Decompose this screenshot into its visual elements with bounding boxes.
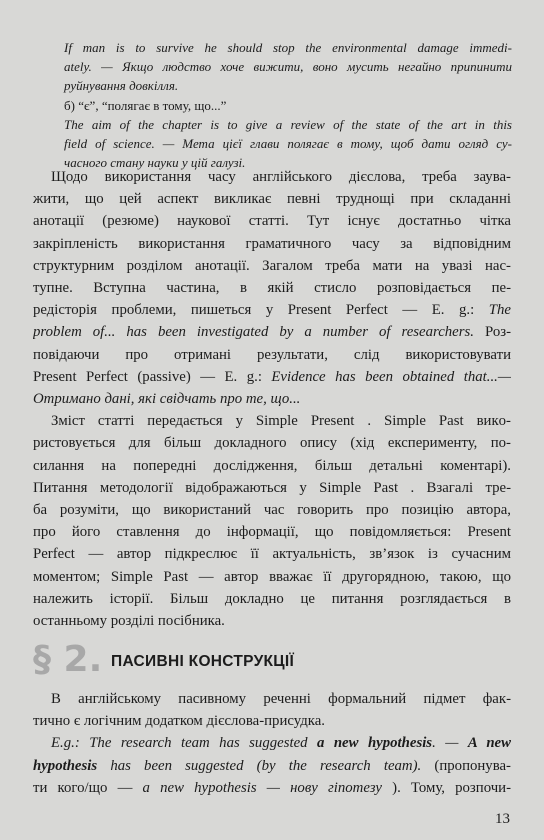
text-line: анотації (резюме) наукової статті. Тут існує достатньо чітка xyxy=(33,213,511,230)
example-text: . — xyxy=(432,735,468,752)
text-line: повідаючи про отримані результати, слід використовувати xyxy=(33,346,511,363)
section-text xyxy=(33,688,511,799)
example-line: The aim of the chapter is to give a review of the state of the art in this xyxy=(64,116,512,132)
example-translation: (пропонува- xyxy=(434,757,511,774)
text-line: моментом; Simple Past — автор вважає її другорядною, такою, що xyxy=(33,568,511,585)
example-text: E.g.: The research team has suggested xyxy=(51,735,317,752)
text-line: закріпленість використання граматичного часу за відповідним xyxy=(33,235,511,252)
section-heading xyxy=(33,640,511,684)
example-translation: ). Тому, розпочи- xyxy=(381,779,511,796)
paragraph-article-content xyxy=(33,410,511,632)
text-line: силання на попередні дослідження, більш детальні коментарі). xyxy=(33,457,511,474)
example-sentence-2 xyxy=(64,115,512,173)
text-line: редісторія проблеми, пишеться у Present Perfect — E. g.: The xyxy=(33,302,511,319)
text-line: про його ставлення до інформації, що повідомляється: Present xyxy=(33,524,511,541)
text-line: структурним розділом анотації. Загалом треба мати на увазі нас- xyxy=(33,257,511,274)
section-title: ПАСИВНІ КОНСТРУКЦІЇ xyxy=(111,653,295,670)
example-subheading xyxy=(64,96,512,115)
example-emphasis: a new hypothesis xyxy=(316,735,433,752)
example-line: часного стану науки у цій галузі. xyxy=(64,155,246,171)
example-block xyxy=(64,38,512,172)
example-text: has been suggested (by the research team). xyxy=(97,757,435,774)
example-line: руйнування довкілля. xyxy=(64,78,179,94)
text-line xyxy=(33,732,511,754)
example-line: б) “є”, “полягає в тому, що...” xyxy=(64,97,227,113)
page-number: 13 xyxy=(495,811,510,827)
text-line: Present Perfect (passive) — E. g.: Evidence has been obtained that...— xyxy=(33,368,511,385)
example-text: a new hypothesis — нову гіпотезу xyxy=(142,779,382,796)
text-line: Отримано дані, які свідчать про те, що... xyxy=(33,391,301,408)
main-text xyxy=(33,166,511,632)
text-line: тично є логічним додатком дієслова-присудка. xyxy=(33,713,325,730)
example-emphasis: hypothesis xyxy=(33,757,98,774)
example-line: ately. — Якщо людство хоче вижити, воно мусить негайно припинити xyxy=(64,59,512,75)
text-line: ристовується для більш докладного опису (хід експерименту, по- xyxy=(33,435,511,452)
text-line: останньому розділі посібника. xyxy=(33,613,225,630)
example-sentence-1 xyxy=(64,38,512,96)
text-line: Зміст статті передається у Simple Present . Simple Past викo- xyxy=(51,413,511,430)
example-emphasis: A new xyxy=(467,735,511,752)
text-line: жити, що цей аспект викликає певні труднощі при складанні xyxy=(33,191,511,208)
text-line: Щодо використання часу англійського дієслова, треба заува- xyxy=(51,169,511,185)
example-line: If man is to survive he should stop the environmental damage immedi- xyxy=(64,40,512,55)
section-number: § 2. xyxy=(33,639,103,680)
text-line: належить історії. Більш докладно це питання розглядається в xyxy=(33,590,511,607)
paragraph-passive-intro xyxy=(33,688,511,732)
example-line: field of science. — Мета цієї глави полягає в тому, щоб дати огляд су- xyxy=(64,136,512,152)
text-line: тупне. Вступна частина, в якій стисло розповідається пе- xyxy=(33,280,511,297)
text-line: Питання методології відображаються у Simple Past . Взагалі тре- xyxy=(33,479,511,496)
text-line: problem of... has been investigated by a number of researchers. Роз- xyxy=(33,324,511,341)
paragraph-tense-usage xyxy=(33,166,511,410)
paragraph-passive-example xyxy=(33,732,511,799)
text-line: ба розуміти, що використаний час говорить про позицію автора, xyxy=(33,502,511,519)
text-line xyxy=(33,755,511,777)
text-line xyxy=(33,777,511,799)
text-line: Perfect — автор підкреслює її актуальність, зв’язок із сучасним xyxy=(33,546,511,563)
text-line: В англійському пасивному реченні формальний підмет фак- xyxy=(51,691,511,707)
example-translation: ти кого/що — xyxy=(33,779,143,796)
